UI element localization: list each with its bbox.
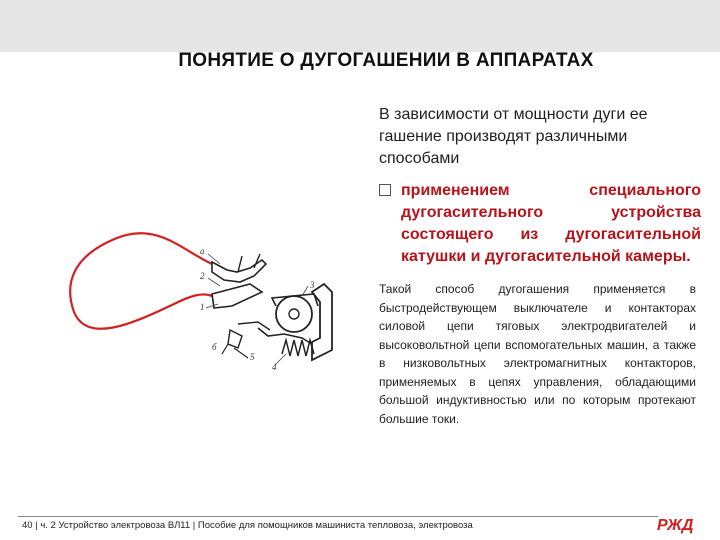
bullet-item	[379, 180, 701, 268]
label-b: б	[212, 342, 217, 352]
upper-arc-horn	[212, 260, 266, 282]
electric-arc-loop	[70, 233, 212, 329]
footer-text: 40 | ч. 2 Устройство электровоза ВЛ11 | Пособие для помощников машиниста тепловоза, электровоза	[22, 520, 473, 531]
intro-text: В зависимости от мощности дуги ее гашение производят различными способами	[379, 106, 648, 167]
label-1: 1	[200, 302, 205, 312]
rzd-logo	[655, 512, 703, 536]
bullet-text: применением специального дугогасительного устройства состоящего из дугогасительной катушки и дугогасительной камеры.	[401, 182, 701, 265]
slide-title: ПОНЯТИЕ О ДУГОГАШЕНИИ В АППАРАТАХ	[178, 50, 594, 71]
arc-chute-diagram	[62, 232, 362, 392]
label-4: 4	[272, 362, 277, 372]
footer-divider	[18, 516, 658, 517]
label-a: а	[200, 246, 205, 256]
label-2: 2	[200, 271, 205, 281]
magnetic-frame	[312, 284, 332, 360]
label-3: 3	[310, 280, 315, 290]
moving-contact	[212, 284, 262, 308]
description-text: Такой способ дугогашения применяется в быстродействующем выключателе и контакторах силовой цепи тяговых электродвигателей и высоковольтной цепи вспомогательных машин, а также в низковольтных электромагнитных контакторов, применяемых в цепях управления, обладающими большой индуктивностью или по которым протекают большие токи.	[379, 282, 696, 426]
header-band	[0, 0, 720, 52]
return-spring	[282, 340, 314, 356]
label-5: 5	[250, 352, 255, 362]
contact-hub	[276, 296, 312, 332]
svg-text:РЖД: РЖД	[657, 517, 694, 534]
bullet-marker-icon	[379, 184, 391, 196]
